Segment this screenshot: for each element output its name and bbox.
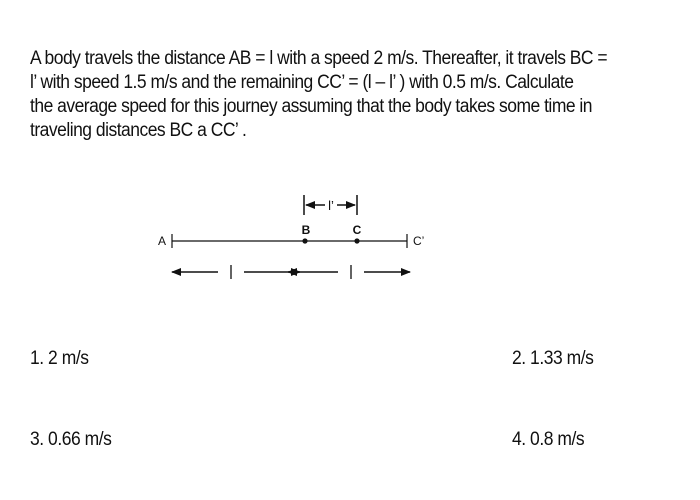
option-4[interactable]: 4. 0.8 m/s	[512, 429, 585, 450]
option-3[interactable]: 3. 0.66 m/s	[30, 429, 112, 450]
point-b-dot	[302, 238, 307, 243]
point-c-dot	[354, 238, 359, 243]
bc-dimension-label: l’	[328, 198, 334, 213]
question-line-3: the average speed for this journey assuming that the body takes some time in	[30, 96, 593, 117]
option-1[interactable]: 1. 2 m/s	[30, 348, 89, 369]
question-line-4: traveling distances BC a CC’ .	[30, 120, 247, 141]
option-2[interactable]: 2. 1.33 m/s	[512, 348, 594, 369]
question-line-2: l’ with speed 1.5 m/s and the remaining CC’ = (l – l’ ) with 0.5 m/s. Calculate	[30, 72, 574, 93]
point-c-prime-label: C’	[413, 234, 425, 248]
point-b-label: B	[301, 223, 311, 237]
point-a-label: A	[157, 234, 166, 248]
question-line-1: A body travels the distance AB = l with a speed 2 m/s. Thereafter, it travels BC =	[30, 48, 608, 69]
point-c-label: C	[352, 223, 362, 237]
